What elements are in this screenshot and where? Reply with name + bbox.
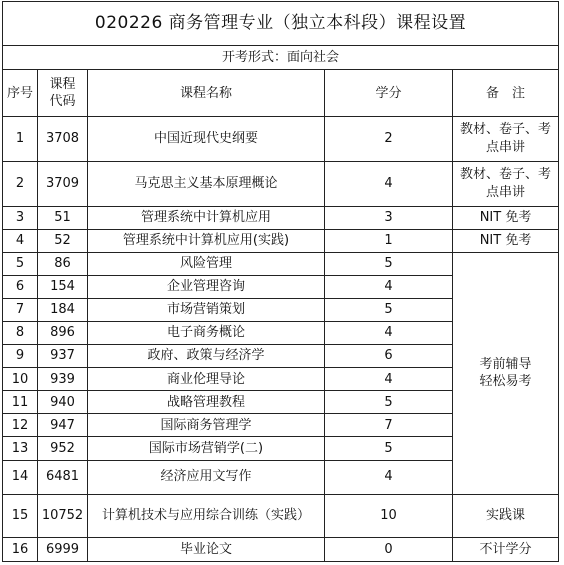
header-index: 序号 — [3, 70, 38, 117]
row-code: 937 — [38, 345, 88, 368]
row-name: 管理系统中计算机应用(实践) — [88, 229, 325, 252]
row-note: 教材、卷子、考点串讲 — [453, 161, 559, 206]
row-note: 教材、卷子、考点串讲 — [453, 117, 559, 161]
row-code: 52 — [38, 229, 88, 252]
course-table — [2, 1, 559, 562]
row-code: 939 — [38, 368, 88, 391]
row-index: 16 — [3, 537, 38, 561]
row-code: 184 — [38, 299, 88, 322]
row-credits: 4 — [325, 368, 453, 391]
table-row — [3, 117, 559, 161]
row-note: 不计学分 — [453, 537, 559, 561]
row-name: 国际市场营销学(二) — [88, 437, 325, 460]
row-index: 2 — [3, 161, 38, 206]
row-credits: 10 — [325, 494, 453, 537]
row-name: 市场营销策划 — [88, 299, 325, 322]
row-name: 国际商务管理学 — [88, 414, 325, 437]
header-name: 课程名称 — [88, 70, 325, 117]
header-note: 备 注 — [453, 70, 559, 117]
row-index: 12 — [3, 414, 38, 437]
row-credits: 2 — [325, 117, 453, 161]
row-index: 8 — [3, 322, 38, 345]
table-row — [3, 537, 559, 561]
table-row — [3, 206, 559, 229]
row-name: 商业伦理导论 — [88, 368, 325, 391]
row-code: 952 — [38, 437, 88, 460]
row-code: 947 — [38, 414, 88, 437]
table-row — [3, 229, 559, 252]
table-row — [3, 494, 559, 537]
row-index: 9 — [3, 345, 38, 368]
row-index: 10 — [3, 368, 38, 391]
row-name: 企业管理咨询 — [88, 275, 325, 298]
row-credits: 4 — [325, 275, 453, 298]
row-name: 政府、政策与经济学 — [88, 345, 325, 368]
table-row — [3, 252, 559, 275]
row-name: 管理系统中计算机应用 — [88, 206, 325, 229]
row-credits: 5 — [325, 299, 453, 322]
row-credits: 4 — [325, 322, 453, 345]
row-name: 计算机技术与应用综合训练（实践） — [88, 494, 325, 537]
row-note: 实践课 — [453, 494, 559, 537]
row-code: 3708 — [38, 117, 88, 161]
row-name: 风险管理 — [88, 252, 325, 275]
row-index: 6 — [3, 275, 38, 298]
row-index: 14 — [3, 460, 38, 494]
row-credits: 7 — [325, 414, 453, 437]
row-credits: 5 — [325, 437, 453, 460]
row-index: 4 — [3, 229, 38, 252]
row-credits: 0 — [325, 537, 453, 561]
subtitle-row — [3, 46, 559, 70]
exam-format: 开考形式：面向社会 — [3, 46, 559, 70]
row-name: 战略管理教程 — [88, 391, 325, 414]
row-index: 11 — [3, 391, 38, 414]
row-index: 15 — [3, 494, 38, 537]
row-code: 3709 — [38, 161, 88, 206]
merged-note — [453, 252, 559, 494]
row-credits: 3 — [325, 206, 453, 229]
row-code: 6999 — [38, 537, 88, 561]
merged-note-line2: 轻松易考 — [479, 374, 532, 390]
header-code-line2: 代码 — [49, 94, 76, 110]
header-code-line1: 课程 — [49, 76, 76, 92]
title-row — [3, 2, 559, 46]
row-credits: 4 — [325, 460, 453, 494]
header-credits: 学分 — [325, 70, 453, 117]
row-code: 896 — [38, 322, 88, 345]
row-index: 7 — [3, 299, 38, 322]
row-code: 86 — [38, 252, 88, 275]
row-name: 马克思主义基本原理概论 — [88, 161, 325, 206]
row-credits: 1 — [325, 229, 453, 252]
row-code: 10752 — [38, 494, 88, 537]
table-row — [3, 161, 559, 206]
row-name: 中国近现代史纲要 — [88, 117, 325, 161]
row-note: NIT 免考 — [453, 229, 559, 252]
row-code: 940 — [38, 391, 88, 414]
row-code: 154 — [38, 275, 88, 298]
row-index: 3 — [3, 206, 38, 229]
row-index: 5 — [3, 252, 38, 275]
row-credits: 5 — [325, 391, 453, 414]
row-credits: 6 — [325, 345, 453, 368]
merged-note-line1: 考前辅导 — [479, 356, 532, 372]
row-index: 1 — [3, 117, 38, 161]
row-index: 13 — [3, 437, 38, 460]
row-name: 经济应用文写作 — [88, 460, 325, 494]
row-note: NIT 免考 — [453, 206, 559, 229]
row-code: 6481 — [38, 460, 88, 494]
header-code — [38, 70, 88, 117]
row-name: 毕业论文 — [88, 537, 325, 561]
row-name: 电子商务概论 — [88, 322, 325, 345]
header-row — [3, 70, 559, 117]
row-code: 51 — [38, 206, 88, 229]
table-title: 020226 商务管理专业（独立本科段）课程设置 — [3, 2, 559, 46]
row-credits: 5 — [325, 252, 453, 275]
row-credits: 4 — [325, 161, 453, 206]
